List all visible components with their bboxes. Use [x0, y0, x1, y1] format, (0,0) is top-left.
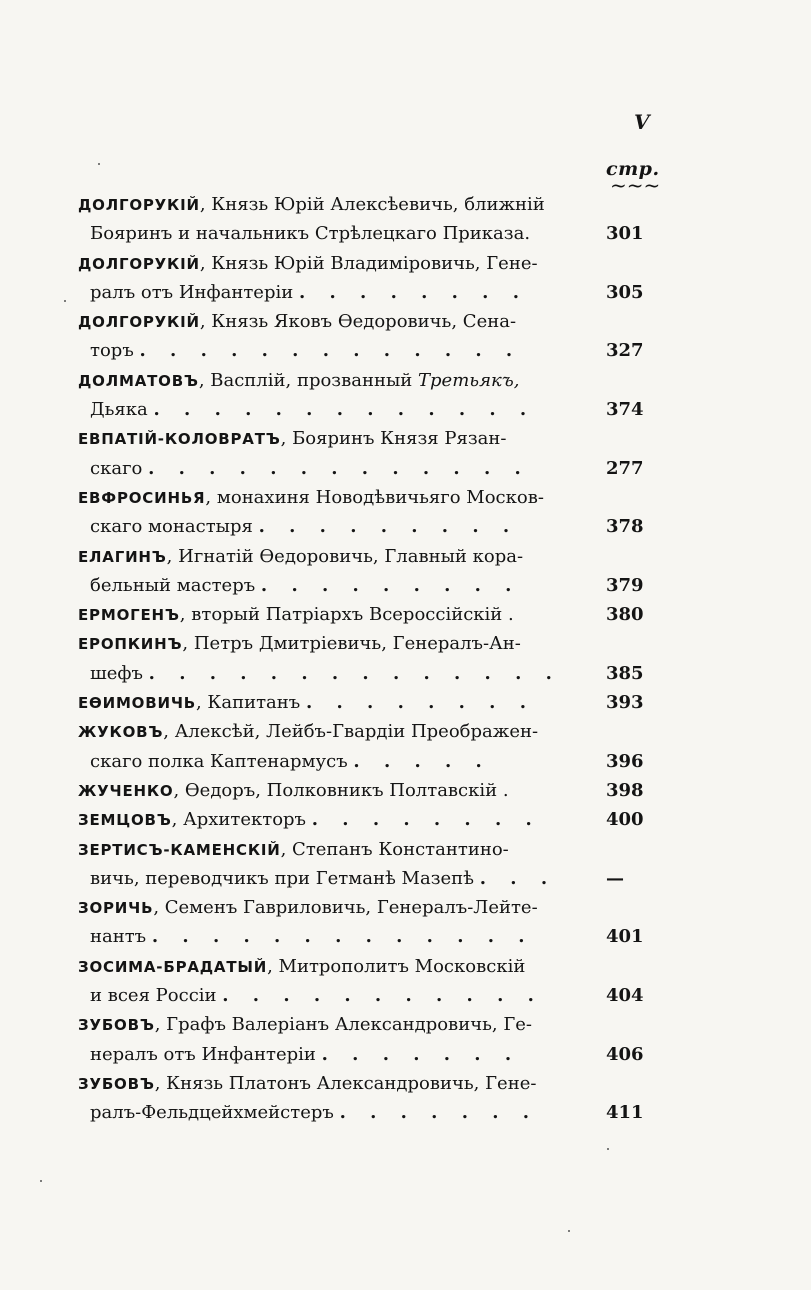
entry-name: ЕРОПКИНЪ: [78, 635, 183, 654]
entry-text: , Митрополитъ Московскій: [267, 955, 526, 977]
entry-continuation-line: [78, 454, 605, 483]
dot-leader: . . . . . . . . .: [258, 516, 519, 538]
entry-name: ДОЛГОРУКІЙ: [78, 196, 200, 214]
index-entry: [78, 542, 656, 601]
index-entries: [78, 190, 656, 1128]
dot-leader: . . . . . . . . . . . . .: [148, 457, 530, 479]
entry-page-number: 400: [606, 809, 644, 831]
dot-leader: . . . . . . .: [339, 1102, 539, 1124]
entry-continuation-line: [78, 864, 605, 893]
dot-leader: . . . . . . . . . . . . .: [139, 340, 522, 362]
entry-text: , Князь Платонъ Александровичь, Гене-: [154, 1072, 537, 1094]
entry-line: [78, 1010, 605, 1039]
entry-text: скаго монастыря: [90, 516, 253, 538]
index-entry: [78, 629, 656, 688]
entry-page-number: 411: [606, 1102, 644, 1124]
entry-text: ралъ-Фельдцейхмейстеръ: [90, 1102, 334, 1124]
index-entry: [78, 1010, 656, 1069]
entry-text: и всея Россіи: [90, 985, 217, 1007]
index-entry: [78, 366, 656, 425]
index-entry: [78, 1069, 656, 1128]
index-entry: [78, 952, 656, 1011]
dot-leader: . . . . . . . .: [311, 809, 541, 831]
entry-name: ЕЛАГИНЪ: [78, 547, 167, 566]
column-header-swash: ~~~: [610, 173, 661, 197]
entry-continuation-line: [78, 747, 605, 776]
entry-text: , Князь Юрій Владиміровичь, Гене-: [199, 252, 538, 274]
entry-name: ЗОСИМА-БРАДАТЫЙ: [78, 957, 268, 976]
entry-line: [78, 600, 605, 629]
entry-page-number: 380: [606, 604, 644, 626]
entry-text: , Бояринъ Князя Рязан-: [280, 428, 507, 450]
entry-line: [78, 805, 605, 834]
entry-text: шефъ: [90, 662, 143, 684]
dot-leader: . . . . . . . . . . . . .: [151, 926, 534, 948]
index-entry: [78, 600, 656, 629]
index-entry: [78, 190, 656, 249]
entry-page-number: 398: [606, 779, 644, 801]
entry-page-number: 379: [606, 574, 644, 596]
entry-text: , Степанъ Константино-: [280, 838, 509, 860]
entry-name: ЖУЧЕНКО: [78, 781, 174, 800]
entry-line: [78, 835, 605, 864]
entry-name: ЕѲИМОВИЧЬ: [78, 694, 196, 713]
entry-name: ЗУБОВЪ: [78, 1016, 155, 1035]
entry-name: ЗЕРТИСЪ-КАМЕНСКІЙ: [78, 840, 281, 859]
entry-line: [78, 952, 605, 981]
entry-text: , Васплій, прозванный: [198, 369, 419, 391]
entry-line: [78, 366, 605, 395]
entry-page-number: 277: [606, 457, 644, 479]
index-entry: [78, 805, 656, 834]
entry-line: [78, 542, 605, 571]
dot-leader: . . . . . . . .: [305, 692, 535, 714]
entry-name: ЗУБОВЪ: [78, 1074, 155, 1093]
entry-name: ЕВПАТІЙ-КОЛОВРАТЪ: [78, 430, 281, 449]
entry-name: ЖУКОВЪ: [78, 723, 164, 742]
entry-page-number: 374: [606, 399, 644, 421]
entry-text: , Алексѣй, Лейбъ-Гвардіи Преображен-: [163, 721, 539, 743]
entry-continuation-line: [78, 922, 605, 951]
entry-continuation-line: [78, 659, 605, 688]
entry-text: , Петръ Дмитріевичь, Генералъ-Ан-: [182, 633, 521, 655]
index-entry: [78, 835, 656, 894]
dot-leader: . . . . . . . . . . . . . .: [148, 662, 561, 684]
entry-text: торъ: [90, 340, 134, 362]
entry-line: [78, 717, 605, 746]
entry-text: , монахиня Новодѣвичьяго Москов-: [205, 486, 544, 508]
entry-continuation-line: [78, 336, 605, 365]
entry-continuation-line: [78, 1098, 605, 1127]
entry-line: [78, 1069, 605, 1098]
entry-page-number: 393: [606, 692, 644, 714]
index-entry: [78, 688, 656, 717]
dot-leader: . . . . .: [353, 750, 491, 772]
entry-text: , Семенъ Гавриловичь, Генералъ-Лейте-: [153, 897, 538, 919]
entry-text: , Князь Юрій Алексѣевичь, ближній: [199, 194, 545, 215]
entry-text: нералъ отъ Инфантеріи: [90, 1043, 316, 1065]
entry-text: , Ѳедоръ, Полковникъ Полтавскій .: [173, 779, 509, 801]
entry-text: Бояринъ и начальникъ Стрѣлецкаго Приказа.: [90, 223, 531, 245]
index-entry: [78, 893, 656, 952]
entry-text: скаго: [90, 457, 143, 479]
index-entry: [78, 717, 656, 776]
entry-continuation-line: [78, 278, 605, 307]
dot-leader: . . . . . . .: [321, 1043, 521, 1065]
entry-page-number: 406: [606, 1043, 644, 1065]
entry-text: вичь, переводчикъ при Гетманѣ Мазепѣ: [90, 867, 475, 889]
dot-leader: . . .: [479, 867, 557, 889]
entry-name: ЗОРИЧЬ: [78, 899, 154, 918]
entry-name: ДОЛМАТОВЪ: [78, 371, 199, 390]
entry-text: нантъ: [90, 926, 147, 948]
dot-leader: . . . . . . . . . . . . .: [153, 399, 536, 421]
page-number: V: [634, 110, 650, 134]
entry-text: ралъ отъ Инфантеріи: [90, 281, 294, 303]
entry-page-number: 396: [606, 750, 644, 772]
index-entry: [78, 483, 656, 542]
entry-name: ЕРМОГЕНЪ: [78, 606, 180, 625]
entry-line: [78, 483, 605, 512]
entry-name: ДОЛГОРУКІЙ: [78, 254, 200, 273]
dot-leader: . . . . . . . . . . .: [222, 985, 543, 1007]
entry-line: [78, 688, 605, 717]
entry-line: [78, 893, 605, 922]
dot-leader: . . . . . . . .: [298, 281, 528, 303]
entry-continuation-line: [78, 395, 605, 424]
scan-speck: [40, 1180, 42, 1182]
entry-text: бельный мастеръ: [90, 574, 256, 596]
index-entry: [78, 307, 656, 366]
entry-text: , вторый Патріархъ Всероссійскій .: [179, 604, 514, 626]
entry-text: , Графъ Валеріанъ Александровичь, Ге-: [154, 1014, 532, 1036]
entry-continuation-line: [78, 981, 605, 1010]
entry-line: [78, 190, 605, 219]
entry-continuation-line: [78, 219, 605, 248]
entry-text: , Игнатій Ѳедоровичь, Главный кора-: [166, 545, 524, 567]
scan-speck: [64, 300, 66, 302]
entry-line: [78, 307, 605, 336]
entry-continuation-line: [78, 571, 605, 600]
entry-text: скаго полка Каптенармусъ: [90, 750, 348, 772]
entry-text: Дьяка: [90, 399, 148, 421]
dot-leader: . . . . . . . . .: [260, 574, 521, 596]
column-header: стр.: [606, 158, 660, 180]
entry-page-number: 305: [606, 281, 644, 303]
entry-name: ДОЛГОРУКІЙ: [78, 313, 200, 332]
entry-text: , Архитекторъ: [171, 809, 307, 831]
entry-text: , Князь Яковъ Ѳедоровичь, Сена-: [199, 311, 517, 333]
entry-name: ЗЕМЦОВЪ: [78, 811, 172, 830]
entry-page-number: 378: [606, 516, 644, 538]
entry-page-number: 327: [606, 340, 644, 362]
scan-speck: [98, 163, 100, 165]
entry-continuation-line: [78, 1040, 605, 1069]
entry-line: [78, 776, 605, 805]
index-entry: [78, 776, 656, 805]
entry-page-number: 301: [606, 223, 644, 245]
entry-italic-text: Третьякъ,: [418, 369, 520, 391]
entry-line: [78, 424, 605, 453]
scan-speck: [568, 1230, 570, 1232]
entry-line: [78, 629, 605, 658]
entry-text: , Капитанъ: [195, 692, 301, 714]
entry-name: ЕВФРОСИНЬЯ: [78, 488, 206, 507]
entry-page-number: 385: [606, 662, 644, 684]
entry-line: [78, 249, 605, 278]
entry-continuation-line: [78, 512, 605, 541]
index-entry: [78, 424, 656, 483]
entry-page-number: —: [606, 867, 624, 889]
entry-page-number: 401: [606, 926, 644, 948]
entry-page-number: 404: [606, 985, 644, 1007]
scan-speck: [607, 1148, 609, 1150]
index-entry: [78, 249, 656, 308]
